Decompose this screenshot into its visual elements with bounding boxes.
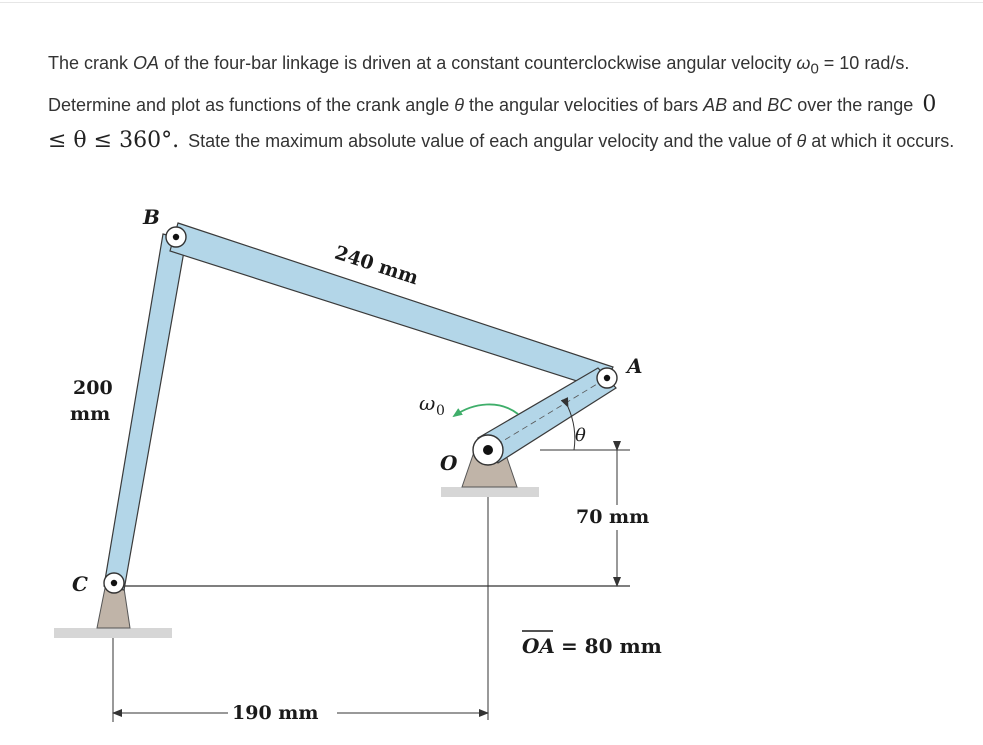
theta-symbol: θ (454, 94, 465, 115)
problem-statement (48, 46, 960, 159)
omega-arrow (454, 404, 518, 416)
pin-o (473, 435, 503, 465)
bar-bc (104, 234, 186, 590)
text-segment: of the four-bar linkage is driven at a constant counterclockwise angular velocity (159, 53, 797, 73)
label-bc-length-top: 200 (73, 377, 113, 399)
pin-c (104, 573, 124, 593)
range-math: 0 ≤ θ ≤ 360°. (48, 91, 937, 153)
top-border (0, 2, 983, 3)
ground-o (441, 487, 539, 497)
text-segment: at which it occurs. (806, 130, 955, 151)
label-190mm: 190 mm (232, 702, 319, 724)
label-omega: ω (419, 391, 436, 415)
label-70mm: 70 mm (576, 506, 650, 528)
pin-a (597, 368, 617, 388)
text-segment: AB (703, 94, 728, 115)
label-oa: OA (522, 634, 555, 658)
text-segment: OA (133, 53, 160, 73)
label-theta: θ (575, 425, 586, 446)
label-bc-length-bottom: mm (70, 403, 111, 425)
text-segment: the angular velocities of bars (464, 94, 704, 115)
label-c: C (72, 572, 88, 596)
text-segment: BC (767, 94, 793, 115)
label-ab-length: 240 mm (331, 241, 422, 290)
support-c (97, 588, 130, 628)
text-segment: and (727, 94, 768, 115)
four-bar-linkage-diagram (0, 190, 983, 745)
label-oa-value: = 80 mm (554, 634, 662, 658)
label-o: O (440, 451, 458, 475)
label-a: A (627, 354, 643, 378)
text-segment: State the maximum absolute value of each angular velocity and the value of (183, 130, 797, 151)
text-segment: The crank (48, 53, 134, 73)
omega-symbol: ω (796, 53, 811, 73)
ground-c (54, 628, 172, 638)
label-omega-subscript: 0 (436, 403, 445, 419)
bar-ab (170, 223, 613, 389)
text-segment: over the range (792, 94, 919, 115)
omega-subscript: 0 (810, 60, 819, 78)
label-b: B (143, 205, 160, 229)
theta-symbol: θ (796, 130, 807, 151)
text-segment: = 10 rad/s. Determine and plot as functions of the crank angle (48, 53, 910, 115)
pin-b (166, 227, 186, 247)
